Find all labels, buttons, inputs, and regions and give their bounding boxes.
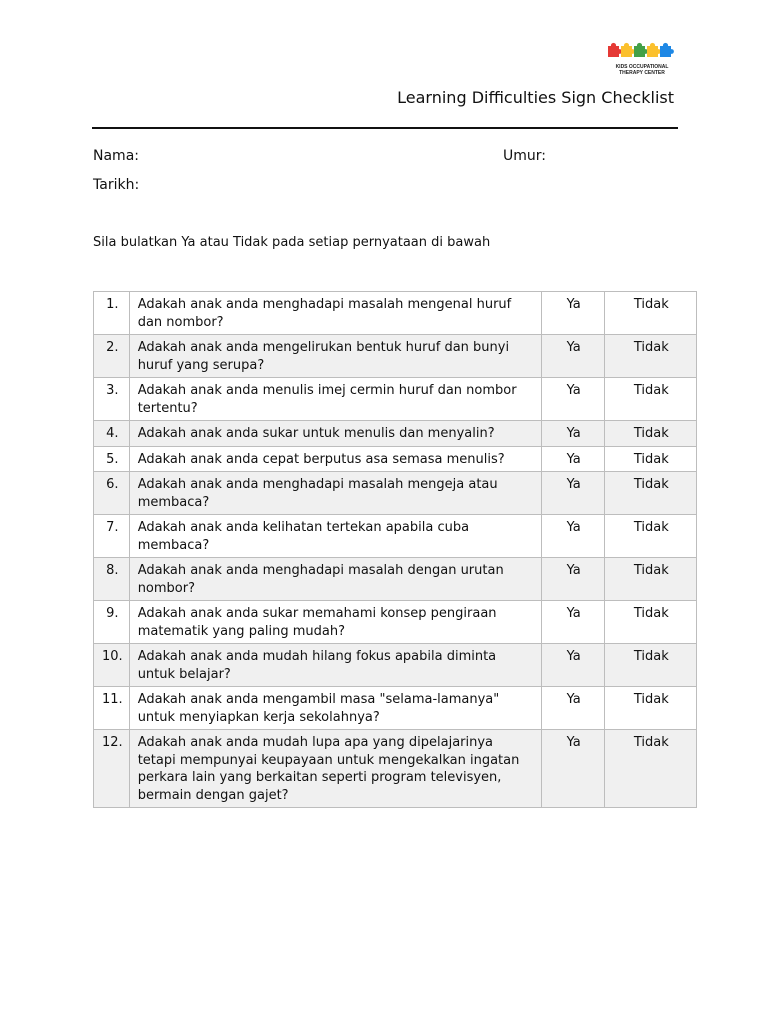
checklist-row [94, 378, 697, 421]
item-number: 5. [94, 446, 130, 472]
checklist-row [94, 644, 697, 687]
option-tidak[interactable]: Tidak [604, 446, 696, 472]
item-question: Adakah anak anda menulis imej cermin huruf dan nombor tertentu? [129, 378, 541, 421]
option-tidak[interactable]: Tidak [604, 730, 696, 808]
item-number: 10. [94, 644, 130, 687]
item-number: 7. [94, 515, 130, 558]
checklist-row [94, 558, 697, 601]
instruction-text: Sila bulatkan Ya atau Tidak pada setiap pernyataan di bawah [93, 235, 491, 250]
item-question: Adakah anak anda menghadapi masalah mengenal huruf dan nombor? [129, 292, 541, 335]
option-tidak[interactable]: Tidak [604, 292, 696, 335]
item-number: 8. [94, 558, 130, 601]
puzzle-logo-icon [606, 40, 678, 64]
name-label: Nama: [93, 148, 139, 164]
title-divider [92, 127, 678, 129]
option-ya[interactable]: Ya [541, 335, 604, 378]
option-ya[interactable]: Ya [541, 515, 604, 558]
item-number: 4. [94, 421, 130, 447]
item-question: Adakah anak anda mudah lupa apa yang dipelajarinya tetapi mempunyai keupayaan untuk mengekalkan ingatan perkara lain yang berkaitan seperti program televisyen, bermain dengan gajet? [129, 730, 541, 808]
option-tidak[interactable]: Tidak [604, 472, 696, 515]
option-tidak[interactable]: Tidak [604, 687, 696, 730]
age-label: Umur: [503, 148, 546, 164]
puzzle-knob [669, 49, 674, 54]
puzzle-knob [663, 43, 668, 48]
option-ya[interactable]: Ya [541, 421, 604, 447]
item-question: Adakah anak anda sukar untuk menulis dan menyalin? [129, 421, 541, 447]
option-tidak[interactable]: Tidak [604, 378, 696, 421]
checklist-table [93, 291, 697, 808]
puzzle-knob [624, 43, 629, 48]
item-number: 6. [94, 472, 130, 515]
item-question: Adakah anak anda sukar memahami konsep pengiraan matematik yang paling mudah? [129, 601, 541, 644]
option-ya[interactable]: Ya [541, 472, 604, 515]
item-number: 9. [94, 601, 130, 644]
item-question: Adakah anak anda mudah hilang fokus apabila diminta untuk belajar? [129, 644, 541, 687]
item-question: Adakah anak anda mengambil masa "selama-lamanya" untuk menyiapkan kerja sekolahnya? [129, 687, 541, 730]
option-ya[interactable]: Ya [541, 730, 604, 808]
option-ya[interactable]: Ya [541, 446, 604, 472]
item-question: Adakah anak anda cepat berputus asa semasa menulis? [129, 446, 541, 472]
checklist-row [94, 421, 697, 447]
option-ya[interactable]: Ya [541, 644, 604, 687]
date-label: Tarikh: [93, 177, 140, 193]
option-tidak[interactable]: Tidak [604, 335, 696, 378]
puzzle-knob [650, 43, 655, 48]
option-tidak[interactable]: Tidak [604, 601, 696, 644]
puzzle-knob [637, 43, 642, 48]
option-tidak[interactable]: Tidak [604, 558, 696, 601]
item-question: Adakah anak anda mengelirukan bentuk huruf dan bunyi huruf yang serupa? [129, 335, 541, 378]
checklist-body [94, 292, 697, 808]
option-ya[interactable]: Ya [541, 558, 604, 601]
item-number: 3. [94, 378, 130, 421]
checklist-row [94, 687, 697, 730]
logo-text: KIDS OCCUPATIONAL THERAPY CENTER [615, 64, 669, 76]
checklist-row [94, 472, 697, 515]
checklist-row [94, 730, 697, 808]
option-tidak[interactable]: Tidak [604, 421, 696, 447]
option-tidak[interactable]: Tidak [604, 644, 696, 687]
checklist-row [94, 601, 697, 644]
option-ya[interactable]: Ya [541, 378, 604, 421]
item-question: Adakah anak anda menghadapi masalah dengan urutan nombor? [129, 558, 541, 601]
option-tidak[interactable]: Tidak [604, 515, 696, 558]
puzzle-pieces [608, 43, 674, 57]
option-ya[interactable]: Ya [541, 601, 604, 644]
item-number: 11. [94, 687, 130, 730]
item-number: 1. [94, 292, 130, 335]
checklist-row [94, 446, 697, 472]
checklist-row [94, 335, 697, 378]
item-question: Adakah anak anda menghadapi masalah mengeja atau membaca? [129, 472, 541, 515]
option-ya[interactable]: Ya [541, 292, 604, 335]
item-number: 2. [94, 335, 130, 378]
item-number: 12. [94, 730, 130, 808]
option-ya[interactable]: Ya [541, 687, 604, 730]
logo [606, 40, 678, 76]
puzzle-knob [611, 43, 616, 48]
item-question: Adakah anak anda kelihatan tertekan apabila cuba membaca? [129, 515, 541, 558]
checklist-row [94, 515, 697, 558]
document-title: Learning Difficulties Sign Checklist [397, 88, 674, 107]
checklist-row [94, 292, 697, 335]
